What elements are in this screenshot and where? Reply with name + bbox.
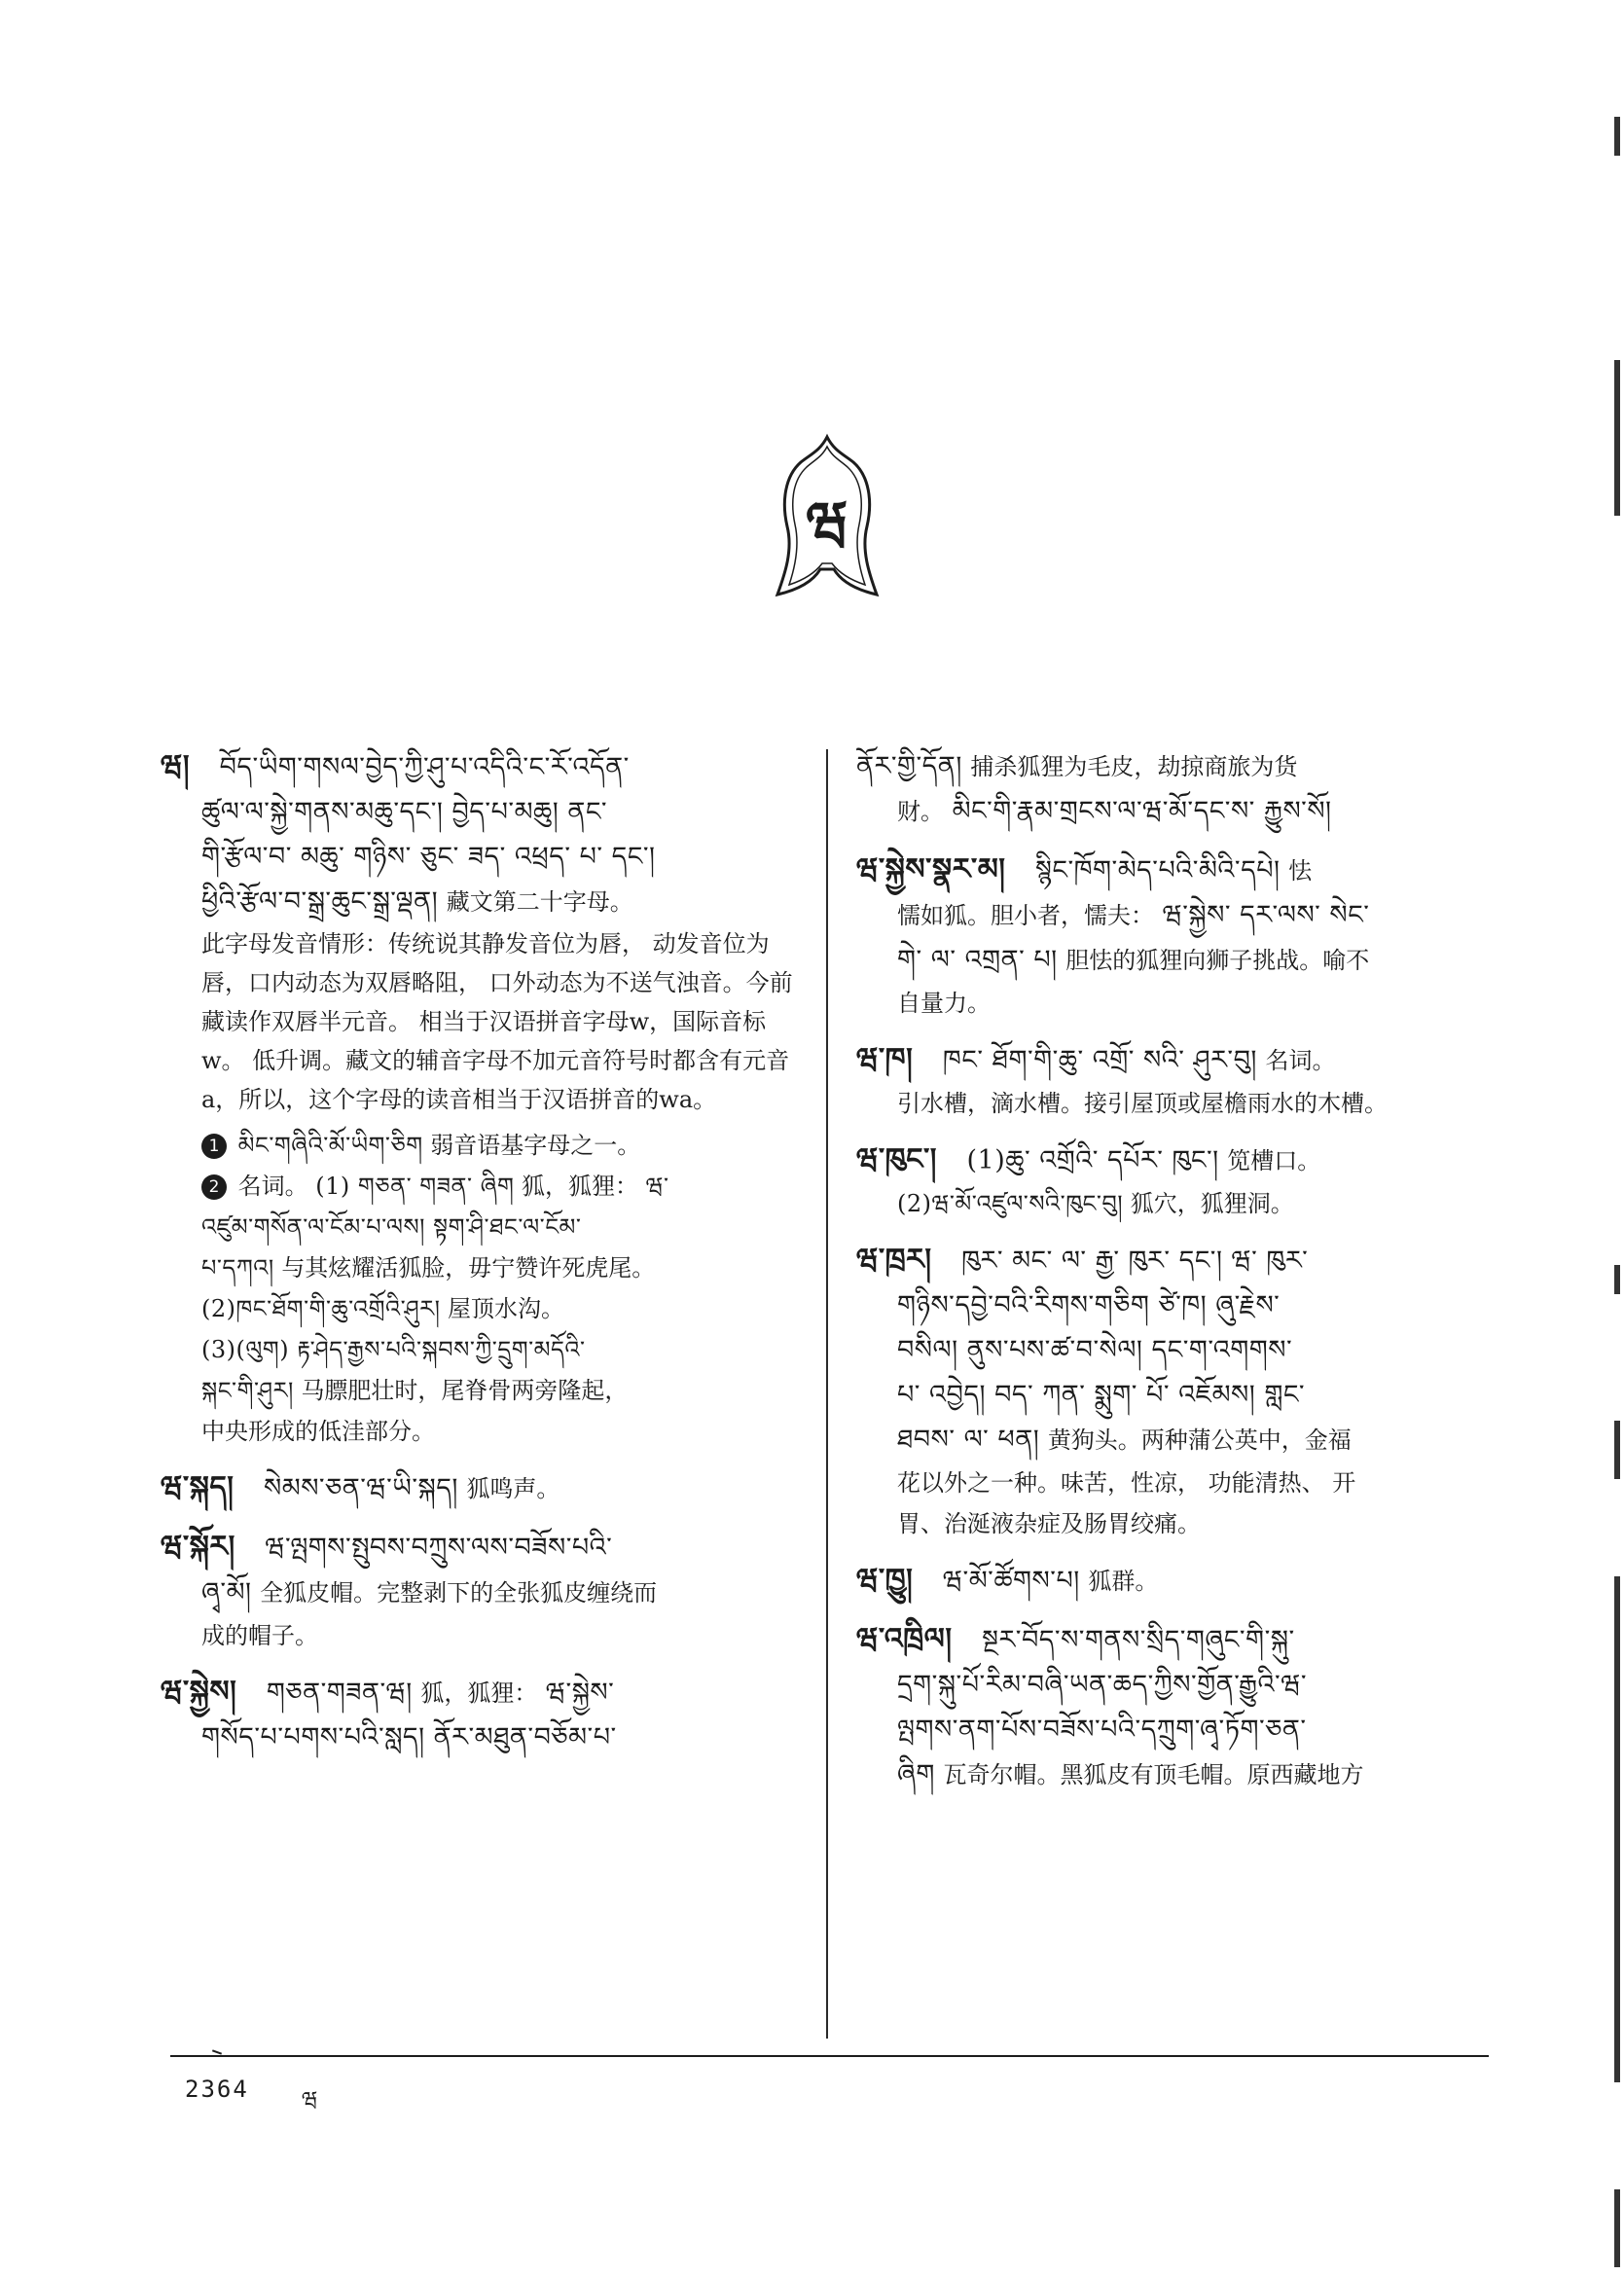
dictionary-entry bbox=[856, 1138, 1489, 1224]
dictionary-entry bbox=[856, 1037, 1489, 1124]
chinese-gloss: 马膘肥壮时，尾脊骨两旁隆起， bbox=[301, 1377, 629, 1404]
tibetan-definition: ཞིག bbox=[897, 1759, 935, 1789]
tibetan-definition: ལྤགས་ནག་པོས་བཟོས་པའི་དཀྲུག་ཞྭ་ཏོག་ཅན་ bbox=[897, 1715, 1307, 1745]
chinese-gloss: 自量力。 bbox=[897, 990, 991, 1017]
chinese-gloss: 胃、治涎液杂症及肠胃绞痛。 bbox=[897, 1510, 1201, 1537]
sense-number: 1 bbox=[201, 1134, 227, 1159]
tibetan-definition: ཁུར་ མང་ ལ་ རྒྱ་ ཁུར་ དང་། ཝ་ ཁུར་ bbox=[961, 1246, 1309, 1276]
dictionary-entry bbox=[161, 1670, 803, 1760]
tibetan-definition: ཞྭ་མོ། bbox=[201, 1577, 252, 1607]
tibetan-example: ཝ་ bbox=[645, 1173, 669, 1200]
headword: ཝ། bbox=[161, 749, 191, 783]
chinese-gloss: 弱音语基字母之一。 bbox=[430, 1132, 641, 1159]
page-number: 2364 bbox=[185, 2076, 249, 2103]
chinese-gloss: 捕杀狐狸为毛皮，劫掠商旅为货 bbox=[970, 753, 1298, 780]
tibetan-definition: ཐབས་ ལ་ ཕན། bbox=[897, 1425, 1040, 1455]
tibetan-definition: ཝ་མོ་ཚོགས་པ། bbox=[942, 1566, 1080, 1596]
intro-entry bbox=[161, 744, 803, 1452]
dictionary-entry bbox=[856, 1558, 1489, 1604]
chinese-gloss: 狐，狐狸： bbox=[420, 1679, 538, 1707]
chinese-gloss: 懦如狐。胆小者，懦夫： bbox=[897, 902, 1154, 929]
footer-tick bbox=[212, 2049, 222, 2054]
tibetan-definition: དྲག་སྐུ་པོ་རིམ་བཞི་ཡན་ཆད་ཀྱིས་གྱོན་རྒྱུའི་ཝ་ bbox=[897, 1670, 1307, 1700]
tibetan-definition: གཉིས་དབྱེ་བའི་རིགས་གཅིག ཙེ་ཁ། ཞུ་རྗེས་ bbox=[897, 1290, 1281, 1320]
right-column bbox=[856, 744, 1489, 1811]
tibetan-example: གསོད་པ་པགས་པའི་སླད། ནོར་མཐུན་བཅོམ་པ་ bbox=[201, 1722, 617, 1752]
chinese-gloss: 狐，狐狸： bbox=[522, 1173, 639, 1200]
dictionary-entry bbox=[856, 1238, 1489, 1544]
headword: ཝ་ཁ། bbox=[856, 1042, 914, 1076]
headword: ཝ་ཁུང་། bbox=[856, 1142, 937, 1176]
chinese-gloss: 狐鸣声。 bbox=[466, 1475, 560, 1502]
chinese-gloss: 花以外之一种。味苦，性凉， 功能清热、 开 bbox=[897, 1469, 1356, 1497]
tibetan-definition: སྐང་གི་ཤུར། bbox=[201, 1377, 294, 1404]
tibetan-example: ཝ་སྐྱེས་ དར་ལས་ སེང་ bbox=[1162, 900, 1370, 930]
headword: ཝ་འཁྲིལ། bbox=[856, 1622, 953, 1656]
chinese-gloss: 屋顶水沟。 bbox=[448, 1295, 565, 1322]
left-column bbox=[161, 744, 803, 1774]
tibetan-definition: (2)ཝ་མོ་འཛུལ་སའི་ཁུང་བུ། bbox=[897, 1190, 1124, 1217]
letter-emblem bbox=[774, 433, 881, 598]
headword: ཝ་ཁྲར། bbox=[856, 1243, 932, 1277]
tibetan-definition: (2)ཁང་ཐོག་གི་ཆུ་འགྲོའི་ཤུར། bbox=[201, 1295, 441, 1322]
tibetan-definition: སྙིང་ཁོག་མེད་པའི་མིའི་དཔེ། bbox=[1035, 855, 1281, 885]
scan-edge-marks bbox=[1606, 0, 1624, 2275]
tibetan-definition: ཕྱིའི་རྩོལ་བ་སྒྲ་ཆུང་སྒྲ་ལྡན། bbox=[201, 886, 439, 917]
sense-number: 2 bbox=[201, 1174, 227, 1200]
chinese-gloss: 成的帽子。 bbox=[201, 1622, 318, 1649]
dictionary-entry bbox=[856, 1617, 1489, 1797]
tibetan-definition: གི་རྩོལ་བ་ མཆུ་ གཉིས་ ཅུང་ ཟད་ འཕྲད་ པ་ དང་། bbox=[201, 842, 656, 872]
tibetan-definition: སྔར་བོད་ས་གནས་སྲིད་གཞུང་གི་སྐུ་ bbox=[982, 1625, 1295, 1655]
tibetan-definition: (1)ཆུ་ འགྲོའི་ དཔོར་ ཁུང་། bbox=[966, 1145, 1219, 1175]
chinese-gloss: 黄狗头。两种蒲公英中，金福 bbox=[1047, 1426, 1352, 1454]
tibetan-example: ནོར་གྱི་དོན། bbox=[856, 751, 962, 781]
tibetan-definition: གཅན་གཟན་ཝ། bbox=[266, 1678, 413, 1708]
chinese-gloss: 中央形成的低洼部分。 bbox=[201, 1418, 435, 1445]
tibetan-example: ཝ་སྐྱེས་ bbox=[545, 1678, 615, 1708]
chinese-gloss: 狐穴，狐狸洞。 bbox=[1130, 1190, 1294, 1217]
tibetan-example: གེ་ ལ་ འགྲན་ པ། bbox=[897, 945, 1058, 975]
continued-entry bbox=[856, 744, 1489, 834]
tibetan-definition: (1) གཅན་ གཟན་ ཞིག bbox=[315, 1173, 515, 1200]
column-divider bbox=[826, 749, 828, 2039]
dictionary-entry bbox=[161, 1465, 803, 1511]
dictionary-entry bbox=[161, 1525, 803, 1656]
footer-rule bbox=[170, 2055, 1489, 2057]
page-letter: ཝ bbox=[302, 2088, 318, 2112]
chinese-gloss: 财。 bbox=[897, 798, 944, 825]
headword: ཝ་ཁྱུ། bbox=[856, 1563, 914, 1597]
part-of-speech: 名词。 bbox=[237, 1173, 308, 1200]
tibetan-definition: (3)(ལུག) རྟ་ཤེད་རྒྱས་པའི་སྐབས་ཀྱི་དྲུག་མདོའི་ bbox=[201, 1336, 586, 1363]
tibetan-definition: བོད་ཡིག་གསལ་བྱེད་ཀྱི་ཤུ་པ་འདིའི་ང་རོ་འདོན་ bbox=[219, 752, 630, 782]
tibetan-definition: ཁང་ ཐོག་གི་ཆུ་ འགྲོ་ སའི་ ཤུར་བུ། bbox=[942, 1045, 1257, 1075]
chinese-gloss: 怯 bbox=[1288, 857, 1313, 885]
headword: ཝ་སྐྱེས། bbox=[161, 1675, 237, 1709]
tibetan-definition: ཚུལ་ལ་སྐྱེ་གནས་མཆུ་དང་། བྱེད་པ་མཆུ། ནང་ bbox=[201, 797, 608, 827]
tibetan-definition: མིང་གི་རྣམ་གྲངས་ལ་ཝ་མོ་དང་ས་ རྐྱུས་སོ། bbox=[952, 796, 1332, 826]
tibetan-definition: སེམས་ཅན་ཝ་ཡི་སྐད། bbox=[264, 1473, 458, 1503]
headword: ཝ་སྐད། bbox=[161, 1470, 235, 1504]
emblem-letter: ཝ bbox=[806, 489, 848, 556]
chinese-gloss: 胆怯的狐狸向狮子挑战。喻不 bbox=[1065, 947, 1370, 974]
chinese-description: 此字母发音情形：传统说其静发音位为唇， 动发音位为唇，口内动态为双唇略阻， 口外动态为不送气浊音。今前藏读作双唇半元音。 相当于汉语拼音字母w，国际音标w。 低升调。藏文的辅音字母不加元音符号时都含有元音a，所以，这个字母的读音相当于汉语拼音的wa。 bbox=[201, 930, 793, 1113]
tibetan-definition: ཝ་ལྤགས་སྤུབས་བཀྲུས་ལས་བཟོས་པའི་ bbox=[265, 1533, 613, 1563]
chinese-gloss: 与其炫耀活狐脸，毋宁赞许死虎尾。 bbox=[281, 1254, 656, 1282]
dictionary-entry bbox=[856, 848, 1489, 1024]
tibetan-definition: པ་ འབྱེད། བད་ ཀན་ སྨུག་ པོ་ འཇོམས། གླང་ bbox=[897, 1380, 1306, 1410]
chinese-gloss: 笕槽口。 bbox=[1227, 1147, 1321, 1174]
chinese-gloss: 狐群。 bbox=[1088, 1568, 1159, 1595]
chinese-gloss: 全狐皮帽。完整剥下的全张狐皮缠绕而 bbox=[260, 1579, 658, 1607]
chinese-gloss: 名词。 bbox=[1265, 1047, 1336, 1074]
chinese-gloss: 引水槽，滴水槽。接引屋顶或屋檐雨水的木槽。 bbox=[897, 1090, 1388, 1117]
tibetan-definition: བསིལ། ནུས་པས་ཚ་བ་སེལ། དང་ག་འགགས་ bbox=[897, 1335, 1293, 1365]
tibetan-example: འཛུམ་གསོན་ལ་ངོམ་པ་ལས། སྟག་ཤི་ཐང་ལ་ངོམ་ bbox=[201, 1213, 582, 1241]
headword: ཝ་སྐྱེས་སྣར་མ། bbox=[856, 852, 1006, 886]
tibetan-definition: མིང་གཞིའི་མོ་ཡིག་ཅིག bbox=[237, 1132, 423, 1159]
chinese-gloss: 瓦奇尔帽。黑狐皮有顶毛帽。原西藏地方 bbox=[943, 1761, 1364, 1788]
headword: ཝ་སྐོར། bbox=[161, 1530, 235, 1564]
tibetan-example: པ་དཀའ། bbox=[201, 1254, 274, 1282]
chinese-gloss: 藏文第二十字母。 bbox=[446, 888, 633, 916]
